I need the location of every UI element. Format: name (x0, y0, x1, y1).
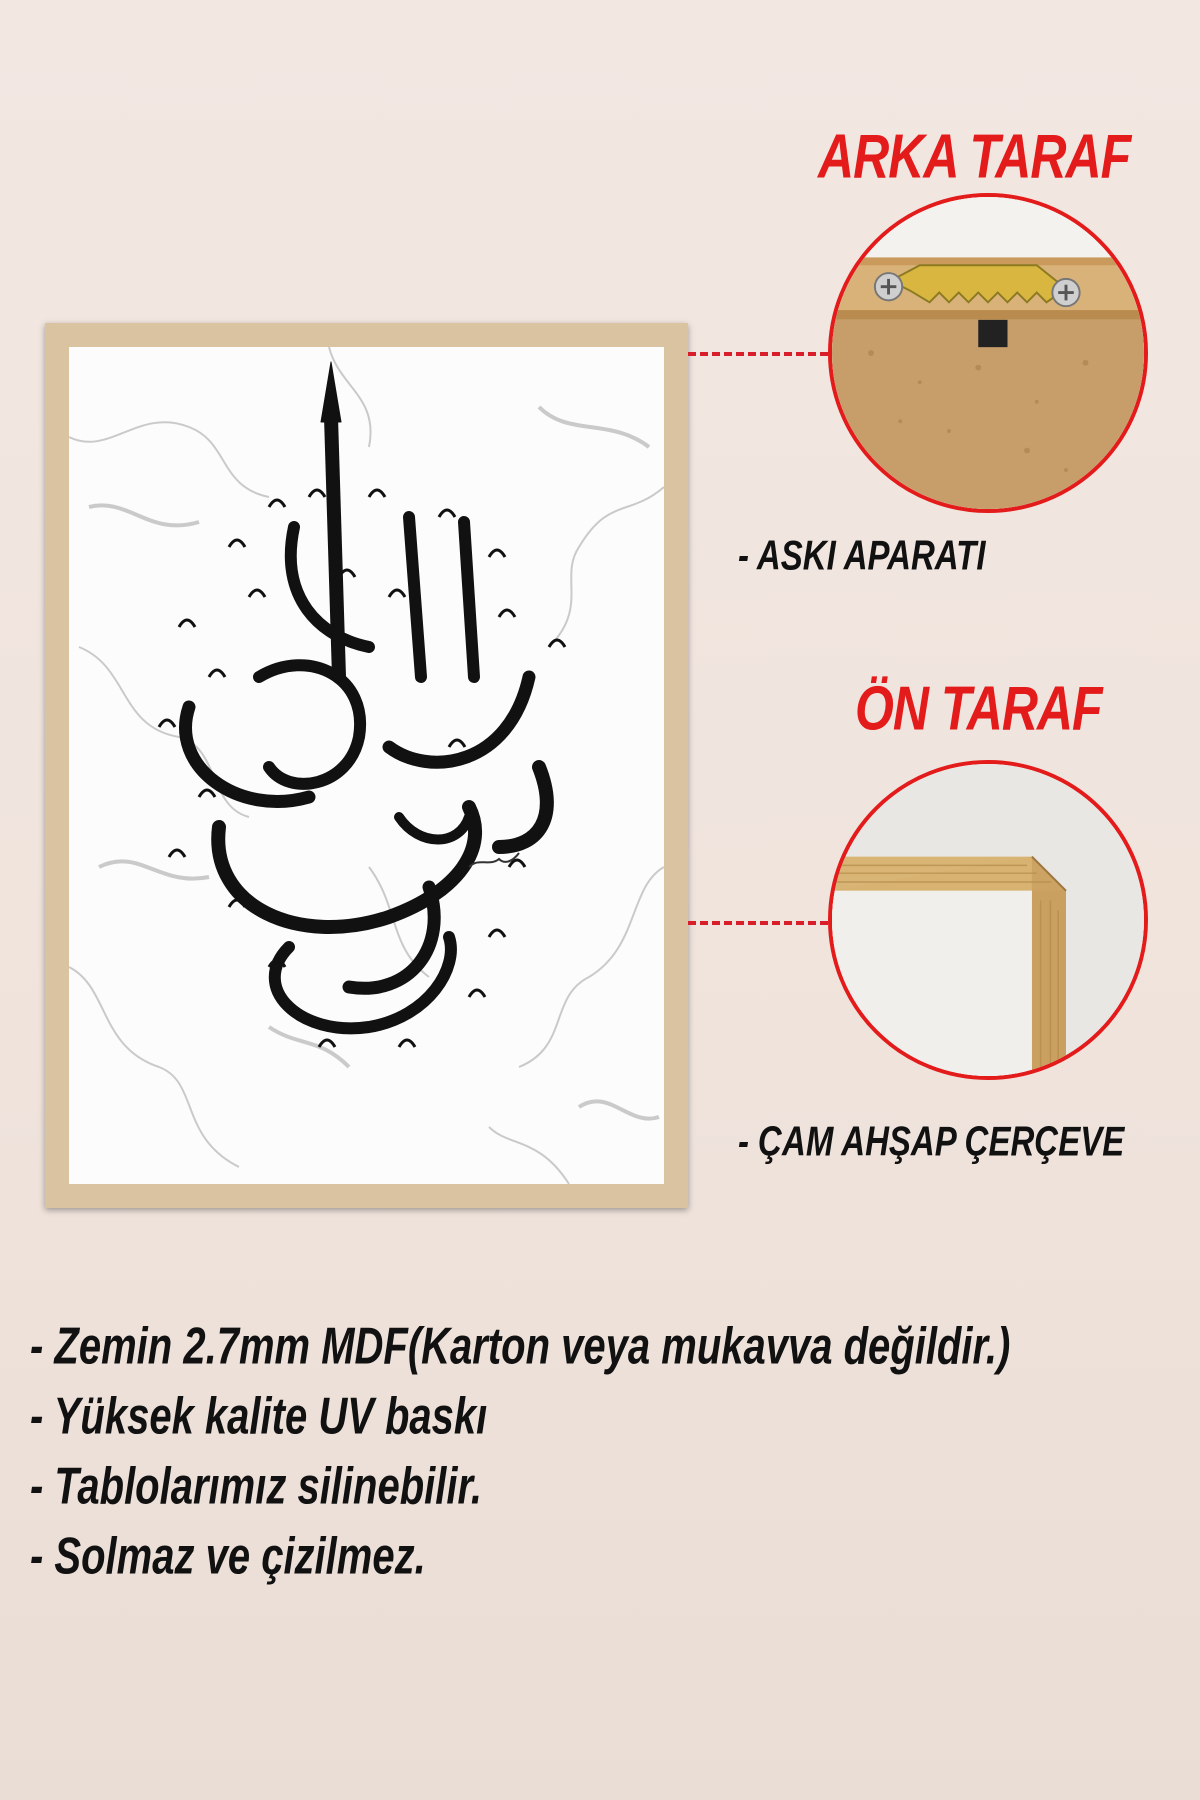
pine-frame-corner-icon (832, 764, 1144, 1076)
hanger-detail-image (828, 193, 1148, 513)
hanger-label: - ASKI APARATI (738, 532, 986, 579)
front-side-heading: ÖN TARAF (855, 673, 1102, 744)
back-side-connector (688, 352, 828, 356)
front-side-connector (688, 921, 828, 925)
calligraphy-artwork-icon (69, 347, 664, 1184)
back-side-heading: ARKA TARAF (818, 121, 1131, 192)
feature-item-wipeable: - Tablolarımız silinebilir. (30, 1458, 482, 1516)
framed-product-image (45, 323, 688, 1208)
frame-corner-detail-image (828, 760, 1148, 1080)
feature-item-print: - Yüksek kalite UV baskı (30, 1388, 488, 1446)
sawtooth-hanger-icon (832, 197, 1144, 509)
feature-list (30, 1318, 1010, 1598)
frame-material-label: - ÇAM AHŞAP ÇERÇEVE (738, 1118, 1125, 1165)
feature-item-durable: - Solmaz ve çizilmez. (30, 1528, 426, 1586)
feature-item-material: - Zemin 2.7mm MDF(Karton veya mukavva değildir.) (30, 1318, 1011, 1376)
